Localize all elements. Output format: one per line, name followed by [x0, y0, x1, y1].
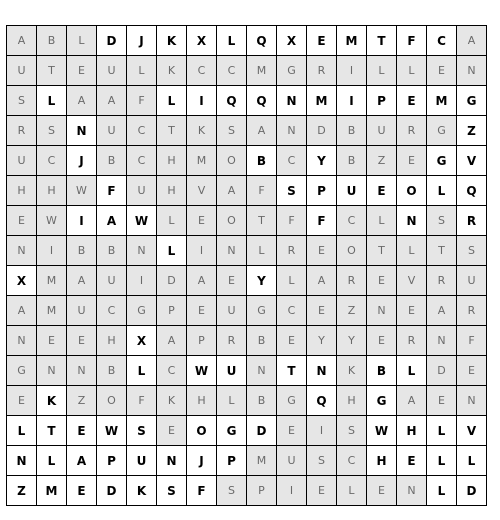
- grid-cell[interactable]: T: [427, 236, 457, 266]
- grid-cell[interactable]: J: [67, 146, 97, 176]
- grid-cell[interactable]: T: [37, 416, 67, 446]
- grid-cell[interactable]: N: [7, 236, 37, 266]
- grid-cell[interactable]: J: [127, 26, 157, 56]
- grid-cell[interactable]: E: [397, 296, 427, 326]
- grid-cell[interactable]: E: [307, 26, 337, 56]
- grid-cell[interactable]: R: [397, 116, 427, 146]
- grid-cell[interactable]: K: [187, 116, 217, 146]
- grid-cell[interactable]: I: [67, 206, 97, 236]
- grid-cell[interactable]: E: [67, 326, 97, 356]
- grid-cell[interactable]: N: [67, 356, 97, 386]
- grid-cell[interactable]: T: [247, 206, 277, 236]
- grid-cell[interactable]: S: [127, 416, 157, 446]
- grid-cell[interactable]: L: [67, 26, 97, 56]
- grid-cell[interactable]: N: [457, 56, 487, 86]
- grid-cell[interactable]: E: [277, 416, 307, 446]
- grid-cell[interactable]: R: [277, 236, 307, 266]
- grid-cell[interactable]: C: [427, 26, 457, 56]
- grid-cell[interactable]: H: [157, 146, 187, 176]
- grid-cell[interactable]: L: [397, 236, 427, 266]
- grid-cell[interactable]: M: [37, 266, 67, 296]
- grid-cell[interactable]: E: [307, 296, 337, 326]
- grid-cell[interactable]: G: [427, 146, 457, 176]
- grid-cell[interactable]: A: [97, 86, 127, 116]
- grid-cell[interactable]: M: [427, 86, 457, 116]
- grid-cell[interactable]: Q: [457, 176, 487, 206]
- grid-cell[interactable]: L: [277, 266, 307, 296]
- grid-cell[interactable]: P: [97, 446, 127, 476]
- grid-cell[interactable]: G: [217, 416, 247, 446]
- grid-cell[interactable]: G: [367, 386, 397, 416]
- grid-cell[interactable]: I: [187, 86, 217, 116]
- grid-cell[interactable]: E: [457, 356, 487, 386]
- grid-cell[interactable]: L: [127, 56, 157, 86]
- grid-cell[interactable]: E: [157, 416, 187, 446]
- grid-cell[interactable]: E: [67, 476, 97, 506]
- grid-cell[interactable]: U: [97, 116, 127, 146]
- grid-cell[interactable]: I: [37, 236, 67, 266]
- grid-cell[interactable]: F: [127, 86, 157, 116]
- grid-cell[interactable]: R: [337, 266, 367, 296]
- grid-cell[interactable]: I: [307, 416, 337, 446]
- grid-cell[interactable]: A: [427, 296, 457, 326]
- grid-cell[interactable]: S: [457, 236, 487, 266]
- grid-cell[interactable]: G: [277, 56, 307, 86]
- grid-cell[interactable]: L: [217, 26, 247, 56]
- grid-cell[interactable]: D: [457, 476, 487, 506]
- grid-cell[interactable]: Z: [457, 116, 487, 146]
- grid-cell[interactable]: N: [37, 356, 67, 386]
- grid-cell[interactable]: S: [7, 86, 37, 116]
- grid-cell[interactable]: M: [37, 296, 67, 326]
- grid-cell[interactable]: W: [127, 206, 157, 236]
- grid-cell[interactable]: S: [217, 116, 247, 146]
- grid-cell[interactable]: M: [307, 86, 337, 116]
- grid-cell[interactable]: R: [217, 326, 247, 356]
- word-search-grid: [6, 25, 487, 506]
- grid-cell[interactable]: H: [367, 446, 397, 476]
- grid-cell[interactable]: C: [277, 296, 307, 326]
- grid-cell[interactable]: X: [127, 326, 157, 356]
- grid-cell[interactable]: M: [247, 446, 277, 476]
- grid-cell[interactable]: A: [7, 296, 37, 326]
- grid-cell[interactable]: V: [397, 266, 427, 296]
- grid-cell[interactable]: C: [157, 356, 187, 386]
- grid-cell[interactable]: T: [367, 236, 397, 266]
- grid-cell[interactable]: N: [367, 296, 397, 326]
- grid-cell[interactable]: B: [367, 356, 397, 386]
- grid-cell[interactable]: Q: [247, 26, 277, 56]
- grid-cell[interactable]: C: [337, 446, 367, 476]
- grid-cell[interactable]: X: [7, 266, 37, 296]
- grid-cell[interactable]: N: [127, 236, 157, 266]
- grid-cell[interactable]: R: [307, 56, 337, 86]
- grid-cell[interactable]: E: [7, 206, 37, 236]
- grid-cell[interactable]: G: [247, 296, 277, 326]
- grid-cell[interactable]: I: [337, 56, 367, 86]
- grid-cell[interactable]: D: [427, 356, 457, 386]
- grid-cell[interactable]: P: [307, 176, 337, 206]
- grid-cell[interactable]: L: [157, 236, 187, 266]
- grid-cell[interactable]: H: [157, 176, 187, 206]
- grid-cell[interactable]: G: [7, 356, 37, 386]
- grid-cell[interactable]: N: [67, 116, 97, 146]
- grid-cell[interactable]: O: [217, 206, 247, 236]
- grid-cell[interactable]: E: [67, 416, 97, 446]
- grid-cell[interactable]: F: [247, 176, 277, 206]
- grid-cell[interactable]: N: [427, 326, 457, 356]
- grid-cell[interactable]: A: [187, 266, 217, 296]
- grid-cell[interactable]: L: [127, 356, 157, 386]
- grid-cell[interactable]: H: [187, 386, 217, 416]
- grid-cell[interactable]: Y: [247, 266, 277, 296]
- grid-cell[interactable]: L: [367, 56, 397, 86]
- grid-cell[interactable]: R: [397, 326, 427, 356]
- grid-cell[interactable]: A: [67, 446, 97, 476]
- grid-cell[interactable]: E: [427, 386, 457, 416]
- grid-cell[interactable]: A: [217, 176, 247, 206]
- grid-cell[interactable]: P: [157, 296, 187, 326]
- grid-cell[interactable]: B: [67, 236, 97, 266]
- grid-cell[interactable]: B: [97, 236, 127, 266]
- grid-cell[interactable]: H: [7, 176, 37, 206]
- grid-cell[interactable]: I: [127, 266, 157, 296]
- grid-cell[interactable]: V: [457, 146, 487, 176]
- grid-cell[interactable]: X: [187, 26, 217, 56]
- grid-cell[interactable]: B: [247, 386, 277, 416]
- grid-cell[interactable]: Q: [217, 86, 247, 116]
- grid-cell[interactable]: D: [97, 476, 127, 506]
- grid-cell[interactable]: B: [337, 146, 367, 176]
- grid-cell[interactable]: B: [247, 146, 277, 176]
- grid-cell[interactable]: U: [7, 56, 37, 86]
- grid-cell[interactable]: P: [247, 476, 277, 506]
- grid-cell[interactable]: S: [337, 416, 367, 446]
- grid-cell[interactable]: C: [127, 146, 157, 176]
- grid-cell[interactable]: E: [367, 476, 397, 506]
- grid-cell[interactable]: B: [37, 26, 67, 56]
- grid-cell[interactable]: U: [217, 296, 247, 326]
- grid-cell[interactable]: U: [367, 116, 397, 146]
- grid-cell[interactable]: F: [187, 476, 217, 506]
- grid-cell[interactable]: R: [7, 116, 37, 146]
- grid-cell[interactable]: A: [67, 86, 97, 116]
- grid-cell[interactable]: R: [457, 296, 487, 326]
- grid-cell[interactable]: W: [367, 416, 397, 446]
- grid-cell[interactable]: V: [457, 416, 487, 446]
- grid-cell[interactable]: L: [397, 356, 427, 386]
- grid-cell[interactable]: Q: [307, 386, 337, 416]
- grid-cell[interactable]: P: [367, 86, 397, 116]
- grid-cell[interactable]: Q: [247, 86, 277, 116]
- grid-cell[interactable]: C: [337, 206, 367, 236]
- grid-cell[interactable]: E: [427, 56, 457, 86]
- grid-cell[interactable]: N: [277, 116, 307, 146]
- grid-cell[interactable]: L: [397, 56, 427, 86]
- grid-cell[interactable]: E: [397, 86, 427, 116]
- grid-cell[interactable]: U: [67, 296, 97, 326]
- grid-cell[interactable]: P: [217, 446, 247, 476]
- grid-cell[interactable]: C: [97, 296, 127, 326]
- grid-cell[interactable]: H: [397, 416, 427, 446]
- grid-cell[interactable]: E: [67, 56, 97, 86]
- grid-cell[interactable]: M: [37, 476, 67, 506]
- grid-cell[interactable]: A: [97, 206, 127, 236]
- grid-cell[interactable]: H: [97, 326, 127, 356]
- grid-cell[interactable]: T: [277, 356, 307, 386]
- grid-cell[interactable]: K: [127, 476, 157, 506]
- grid-cell[interactable]: U: [97, 56, 127, 86]
- grid-cell[interactable]: N: [157, 446, 187, 476]
- grid-cell[interactable]: U: [457, 266, 487, 296]
- grid-cell[interactable]: H: [37, 176, 67, 206]
- grid-cell[interactable]: F: [457, 326, 487, 356]
- grid-cell[interactable]: F: [97, 176, 127, 206]
- grid-cell[interactable]: N: [307, 356, 337, 386]
- grid-cell[interactable]: U: [127, 446, 157, 476]
- grid-cell[interactable]: U: [337, 176, 367, 206]
- grid-cell[interactable]: A: [307, 266, 337, 296]
- grid-cell[interactable]: K: [157, 26, 187, 56]
- grid-cell[interactable]: L: [157, 86, 187, 116]
- grid-cell[interactable]: L: [337, 476, 367, 506]
- grid-cell[interactable]: T: [157, 116, 187, 146]
- grid-cell[interactable]: L: [217, 386, 247, 416]
- grid-cell[interactable]: K: [337, 356, 367, 386]
- grid-cell[interactable]: Z: [7, 476, 37, 506]
- grid-cell[interactable]: C: [127, 116, 157, 146]
- grid-cell[interactable]: O: [97, 386, 127, 416]
- grid-cell[interactable]: H: [337, 386, 367, 416]
- grid-cell[interactable]: F: [307, 206, 337, 236]
- grid-cell[interactable]: L: [247, 236, 277, 266]
- grid-cell[interactable]: S: [37, 116, 67, 146]
- grid-cell[interactable]: L: [457, 446, 487, 476]
- grid-cell[interactable]: L: [37, 446, 67, 476]
- grid-cell[interactable]: E: [217, 266, 247, 296]
- grid-cell[interactable]: K: [157, 56, 187, 86]
- grid-cell[interactable]: E: [397, 446, 427, 476]
- grid-cell[interactable]: U: [277, 446, 307, 476]
- grid-cell[interactable]: S: [307, 446, 337, 476]
- grid-cell[interactable]: A: [67, 266, 97, 296]
- grid-cell[interactable]: X: [277, 26, 307, 56]
- grid-cell[interactable]: L: [427, 476, 457, 506]
- grid-cell[interactable]: N: [217, 236, 247, 266]
- grid-cell[interactable]: U: [217, 356, 247, 386]
- grid-cell[interactable]: M: [187, 146, 217, 176]
- grid-cell[interactable]: S: [427, 206, 457, 236]
- grid-cell[interactable]: E: [37, 326, 67, 356]
- grid-cell[interactable]: G: [277, 386, 307, 416]
- grid-cell[interactable]: G: [127, 296, 157, 326]
- grid-cell[interactable]: J: [187, 446, 217, 476]
- grid-cell[interactable]: E: [397, 146, 427, 176]
- grid-cell[interactable]: A: [157, 326, 187, 356]
- grid-cell[interactable]: O: [187, 416, 217, 446]
- grid-cell[interactable]: K: [37, 386, 67, 416]
- grid-cell[interactable]: N: [7, 326, 37, 356]
- grid-cell[interactable]: L: [7, 416, 37, 446]
- grid-cell[interactable]: N: [277, 86, 307, 116]
- grid-cell[interactable]: Y: [337, 326, 367, 356]
- grid-cell[interactable]: P: [187, 326, 217, 356]
- grid-cell[interactable]: D: [307, 116, 337, 146]
- grid-cell[interactable]: Z: [337, 296, 367, 326]
- grid-cell[interactable]: E: [307, 236, 337, 266]
- grid-cell[interactable]: V: [187, 176, 217, 206]
- grid-cell[interactable]: D: [247, 416, 277, 446]
- grid-cell[interactable]: A: [247, 116, 277, 146]
- grid-cell[interactable]: I: [337, 86, 367, 116]
- grid-cell[interactable]: L: [427, 416, 457, 446]
- grid-cell[interactable]: S: [277, 176, 307, 206]
- grid-cell[interactable]: D: [97, 26, 127, 56]
- grid-cell[interactable]: B: [337, 116, 367, 146]
- grid-cell[interactable]: C: [37, 146, 67, 176]
- grid-cell[interactable]: E: [187, 206, 217, 236]
- grid-cell[interactable]: A: [397, 386, 427, 416]
- grid-cell[interactable]: E: [367, 176, 397, 206]
- grid-cell[interactable]: G: [427, 116, 457, 146]
- grid-cell[interactable]: N: [7, 446, 37, 476]
- grid-cell[interactable]: K: [157, 386, 187, 416]
- grid-cell[interactable]: W: [187, 356, 217, 386]
- grid-cell[interactable]: C: [217, 56, 247, 86]
- grid-cell[interactable]: G: [457, 86, 487, 116]
- grid-cell[interactable]: O: [217, 146, 247, 176]
- grid-cell[interactable]: W: [97, 416, 127, 446]
- grid-cell[interactable]: N: [397, 476, 427, 506]
- grid-cell[interactable]: U: [7, 146, 37, 176]
- grid-cell[interactable]: Y: [307, 146, 337, 176]
- grid-cell[interactable]: B: [97, 356, 127, 386]
- grid-cell[interactable]: R: [427, 266, 457, 296]
- grid-cell[interactable]: B: [97, 146, 127, 176]
- grid-cell[interactable]: U: [127, 176, 157, 206]
- grid-cell[interactable]: E: [367, 326, 397, 356]
- grid-cell[interactable]: L: [37, 86, 67, 116]
- grid-cell[interactable]: E: [367, 266, 397, 296]
- grid-cell[interactable]: E: [307, 476, 337, 506]
- grid-cell[interactable]: E: [7, 386, 37, 416]
- grid-cell[interactable]: Y: [307, 326, 337, 356]
- grid-cell[interactable]: Z: [67, 386, 97, 416]
- grid-cell[interactable]: E: [277, 326, 307, 356]
- grid-cell[interactable]: I: [277, 476, 307, 506]
- grid-cell[interactable]: L: [367, 206, 397, 236]
- grid-cell[interactable]: F: [277, 206, 307, 236]
- grid-cell[interactable]: S: [217, 476, 247, 506]
- grid-cell[interactable]: D: [157, 266, 187, 296]
- grid-cell[interactable]: L: [427, 176, 457, 206]
- grid-cell[interactable]: O: [337, 236, 367, 266]
- grid-cell[interactable]: R: [457, 206, 487, 236]
- grid-cell[interactable]: L: [427, 446, 457, 476]
- grid-cell[interactable]: N: [397, 206, 427, 236]
- grid-cell[interactable]: S: [157, 476, 187, 506]
- grid-cell[interactable]: T: [367, 26, 397, 56]
- grid-cell[interactable]: T: [37, 56, 67, 86]
- grid-cell[interactable]: U: [97, 266, 127, 296]
- grid-cell[interactable]: W: [67, 176, 97, 206]
- grid-cell[interactable]: O: [397, 176, 427, 206]
- grid-cell[interactable]: A: [7, 26, 37, 56]
- grid-cell[interactable]: I: [187, 236, 217, 266]
- grid-cell[interactable]: E: [187, 296, 217, 326]
- grid-cell[interactable]: F: [127, 386, 157, 416]
- grid-cell[interactable]: N: [457, 386, 487, 416]
- grid-cell[interactable]: Z: [367, 146, 397, 176]
- grid-cell[interactable]: C: [277, 146, 307, 176]
- grid-cell[interactable]: N: [247, 356, 277, 386]
- grid-cell[interactable]: C: [187, 56, 217, 86]
- grid-cell[interactable]: B: [247, 326, 277, 356]
- grid-cell[interactable]: M: [337, 26, 367, 56]
- grid-cell[interactable]: W: [37, 206, 67, 236]
- grid-cell[interactable]: L: [157, 206, 187, 236]
- grid-cell[interactable]: A: [457, 26, 487, 56]
- grid-cell[interactable]: F: [397, 26, 427, 56]
- grid-cell[interactable]: M: [247, 56, 277, 86]
